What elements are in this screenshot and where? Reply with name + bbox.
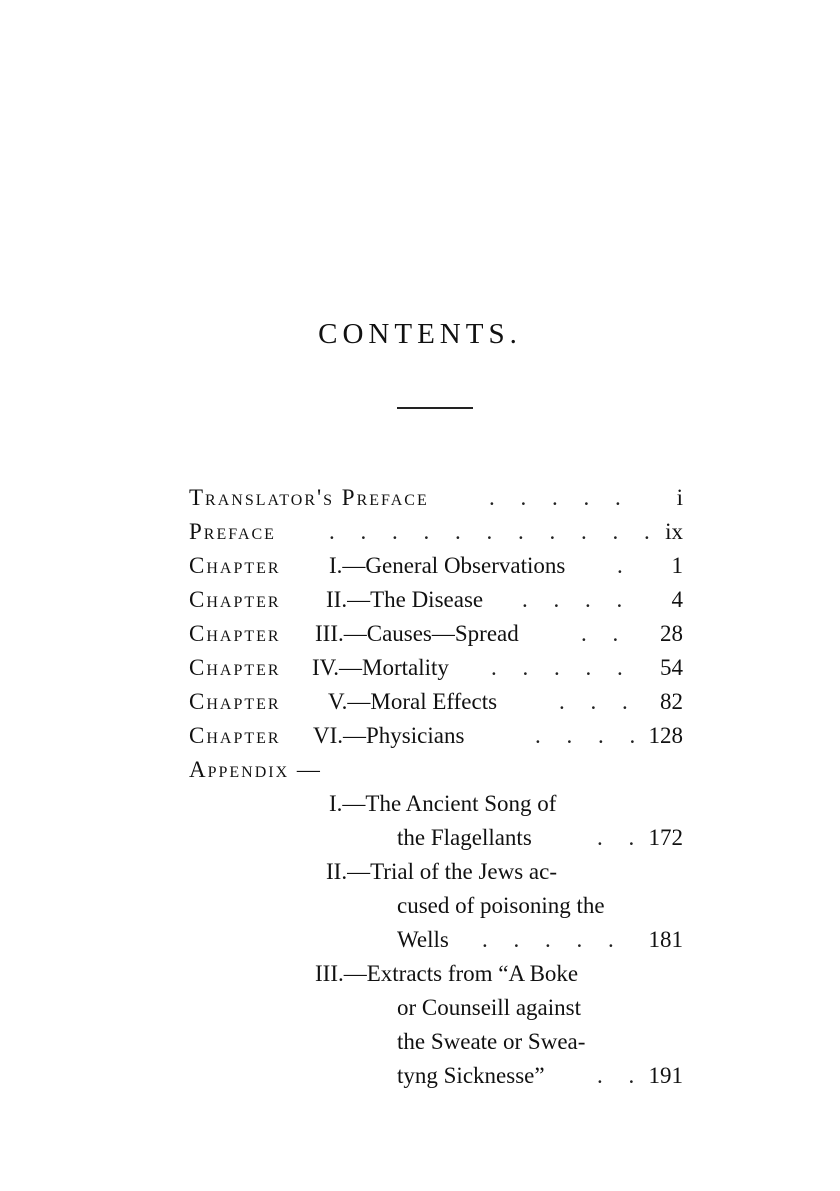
page-number: 172 [648,825,683,850]
appendix-item-title: the Flagellants [397,825,532,850]
page-number: ix [665,519,683,544]
entry-label: Chapter [189,621,281,646]
toc-entry [189,583,683,617]
page-number: 4 [671,587,683,612]
entry-label: Translator's Preface [189,485,429,510]
leader-dots: . . . [559,689,638,714]
appendix-item-line [189,923,683,957]
leader-dots: . . . . [535,723,646,748]
appendix-item-line [189,787,683,821]
entry-title: VI.—Physicians [313,723,465,748]
heading-rule [397,407,473,409]
appendix-item-line [189,991,683,1025]
toc-entry [189,515,683,549]
entry-label: Chapter [189,655,281,680]
page-number: 54 [660,655,683,680]
page-number: 128 [648,723,683,748]
appendix-label: Appendix — [189,757,322,782]
entry-label: Chapter [189,723,281,748]
toc-entry [189,719,683,753]
entry-label: Chapter [189,689,281,714]
leader-dots: . . [581,621,629,646]
appendix-item-title: Wells [397,927,449,952]
appendix-item-line [189,957,683,991]
leader-dots: . . . . [522,587,633,612]
leader-dots: . . . . . . . . . . . [329,519,660,544]
toc-entry [189,481,683,515]
entry-label: Chapter [189,553,281,578]
appendix-item-line [189,889,683,923]
page-number: i [676,485,683,510]
appendix-item-line [189,821,683,855]
leader-dots: . . . . . [482,927,624,952]
appendix-item-line [189,1025,683,1059]
page-number: 181 [648,927,683,952]
entry-label: Chapter [189,587,281,612]
leader-dots: . . . . . [491,655,633,680]
toc-entry [189,651,683,685]
appendix-item-title: III.—Extracts from “A Boke [315,961,579,986]
toc-entry [189,617,683,651]
appendix-item-line [189,1059,683,1093]
entry-label: Preface [189,519,276,544]
leader-dots: . . [597,825,645,850]
appendix-item-line [189,855,683,889]
page-number: 82 [660,689,683,714]
toc-entry [189,685,683,719]
entry-title: I.—General Observations [329,553,566,578]
page-number: 191 [648,1063,683,1088]
appendix-item-title: II.—Trial of the Jews ac- [326,859,558,884]
appendix-heading-row [189,753,683,787]
leader-dots: . . . . . [489,485,631,510]
entry-title: II.—The Disease [326,587,484,612]
appendix-item-title: cused of poisoning the [397,893,605,918]
table-of-contents [189,481,683,1093]
leader-dots: . . [597,1063,645,1088]
appendix-item-title: tyng Sicknesse” [397,1063,545,1088]
leader-dots: . [617,553,633,578]
entry-title: V.—Moral Effects [328,689,498,714]
page-number: 28 [660,621,683,646]
appendix-item-title: or Counseill against [397,995,581,1020]
entry-title: III.—Causes—Spread [315,621,519,646]
entry-title: IV.—Mortality [312,655,449,680]
contents-heading: CONTENTS. [318,318,522,350]
toc-entry [189,549,683,583]
appendix-item-title: I.—The Ancient Song of [329,791,557,816]
page-number: 1 [671,553,683,578]
appendix-item-title: the Sweate or Swea- [397,1029,586,1054]
